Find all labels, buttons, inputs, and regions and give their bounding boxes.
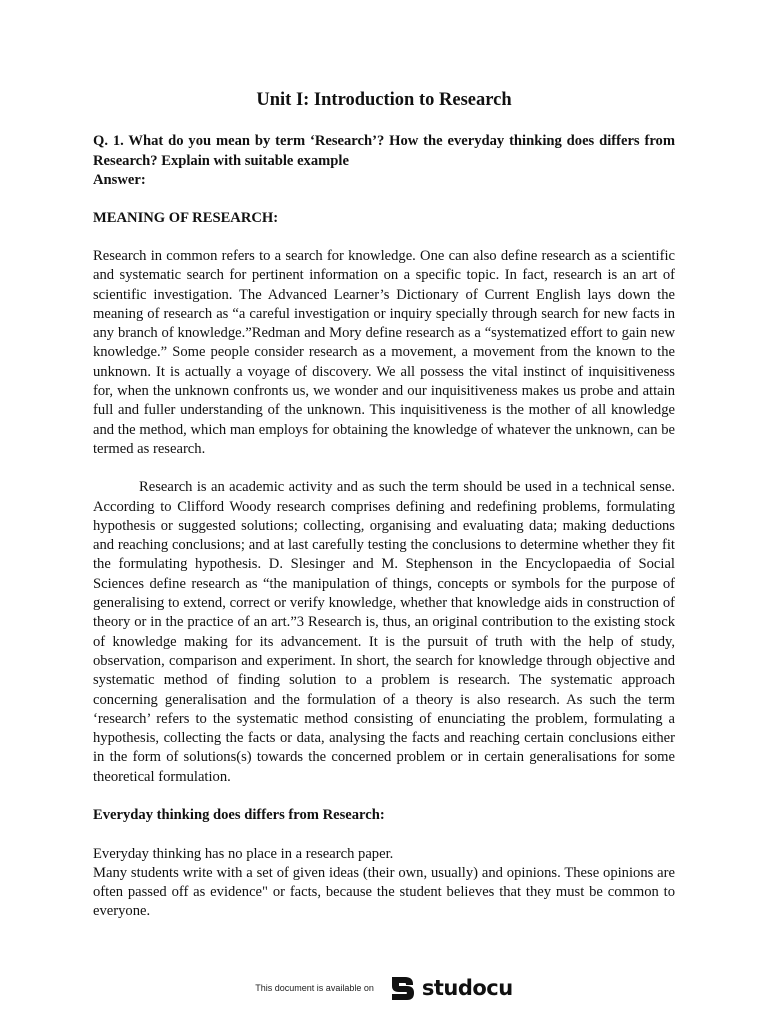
studocu-footer[interactable] [0, 970, 768, 1006]
differs-heading: Everyday thinking does differs from Research: [93, 807, 385, 824]
meaning-heading: MEANING OF RESEARCH: [93, 209, 279, 226]
paragraph-everyday-2: Many students write with a set of given ideas (their own, usually) and opinions. These opinions are often passed off as evidence" or facts, because the student believes that they must be common to everyone. [93, 864, 675, 920]
availability-text: This document is available on [255, 983, 374, 993]
studocu-logo[interactable] [388, 973, 513, 1003]
question-text: Q. 1. What do you mean by term ‘Research’? How the everyday thinking does differs from Research? Explain with suitable example [93, 133, 675, 169]
paragraph-meaning: Research in common refers to a search for knowledge. One can also define research as a scientific and systematic search for pertinent information on a specific topic. In fact, research is an art of scientific investigation. The Advanced Learner’s Dictionary of Current English lays down the meaning of research as “a careful investigation or inquiry specially through search for new facts in any branch of knowledge.”Redman and Mory define research as a “systematized effort to gain new knowledge.” Some people consider research as a movement, a movement from the known to the unknown. It is actually a voyage of discovery. We all possess the vital instinct of inquisitiveness for, when the unknown confronts us, we wonder and our inquisitiveness makes us probe and attain full and fuller understanding of the unknown. This inquisitiveness is the mother of all knowledge and the method, which man employs for obtaining the knowledge of whatever the unknown, can be termed as research. [93, 248, 675, 457]
studocu-brand: studocu [421, 976, 513, 1000]
answer-label: Answer: [93, 172, 146, 188]
studocu-logo-icon [388, 973, 418, 1003]
paragraph-definition: Research is an academic activity and as such the term should be used in a technical sense. According to Clifford Woody research comprises defining and redefining problems, formulating hypothesis or suggested solutions; collecting, organising and evaluating data; making deductions and reaching conclusions; and at last carefully testing the conclusions to determine whether they fit the formulating hypothesis. D. Slesinger and M. Stephenson in the Encyclopaedia of Social Sciences define research as “the manipulation of things, concepts or symbols for the purpose of generalising to extend, correct or verify knowledge, whether that knowledge aids in construction of theory or in the practice of an art.”3 Research is, thus, an original contribution to the existing stock of knowledge making for its advancement. It is the pursuit of truth with the help of study, observation, comparison and experiment. In short, the search for knowledge through objective and systematic method of finding solution to a problem is research. The systematic approach concerning generalisation and the formulation of a theory is also research. As such the term ‘research’ refers to the systematic method consisting of enunciating the problem, formulating a hypothesis, collecting the facts or data, analysing the facts and reaching certain conclusions either in the form of solutions(s) towards the concerned problem or in certain generalisations for some theoretical formulation. [93, 479, 675, 785]
document-content [93, 88, 675, 922]
paragraph-everyday-1: Everyday thinking has no place in a research paper. [93, 845, 394, 862]
page-title: Unit I: Introduction to Research [256, 90, 512, 110]
